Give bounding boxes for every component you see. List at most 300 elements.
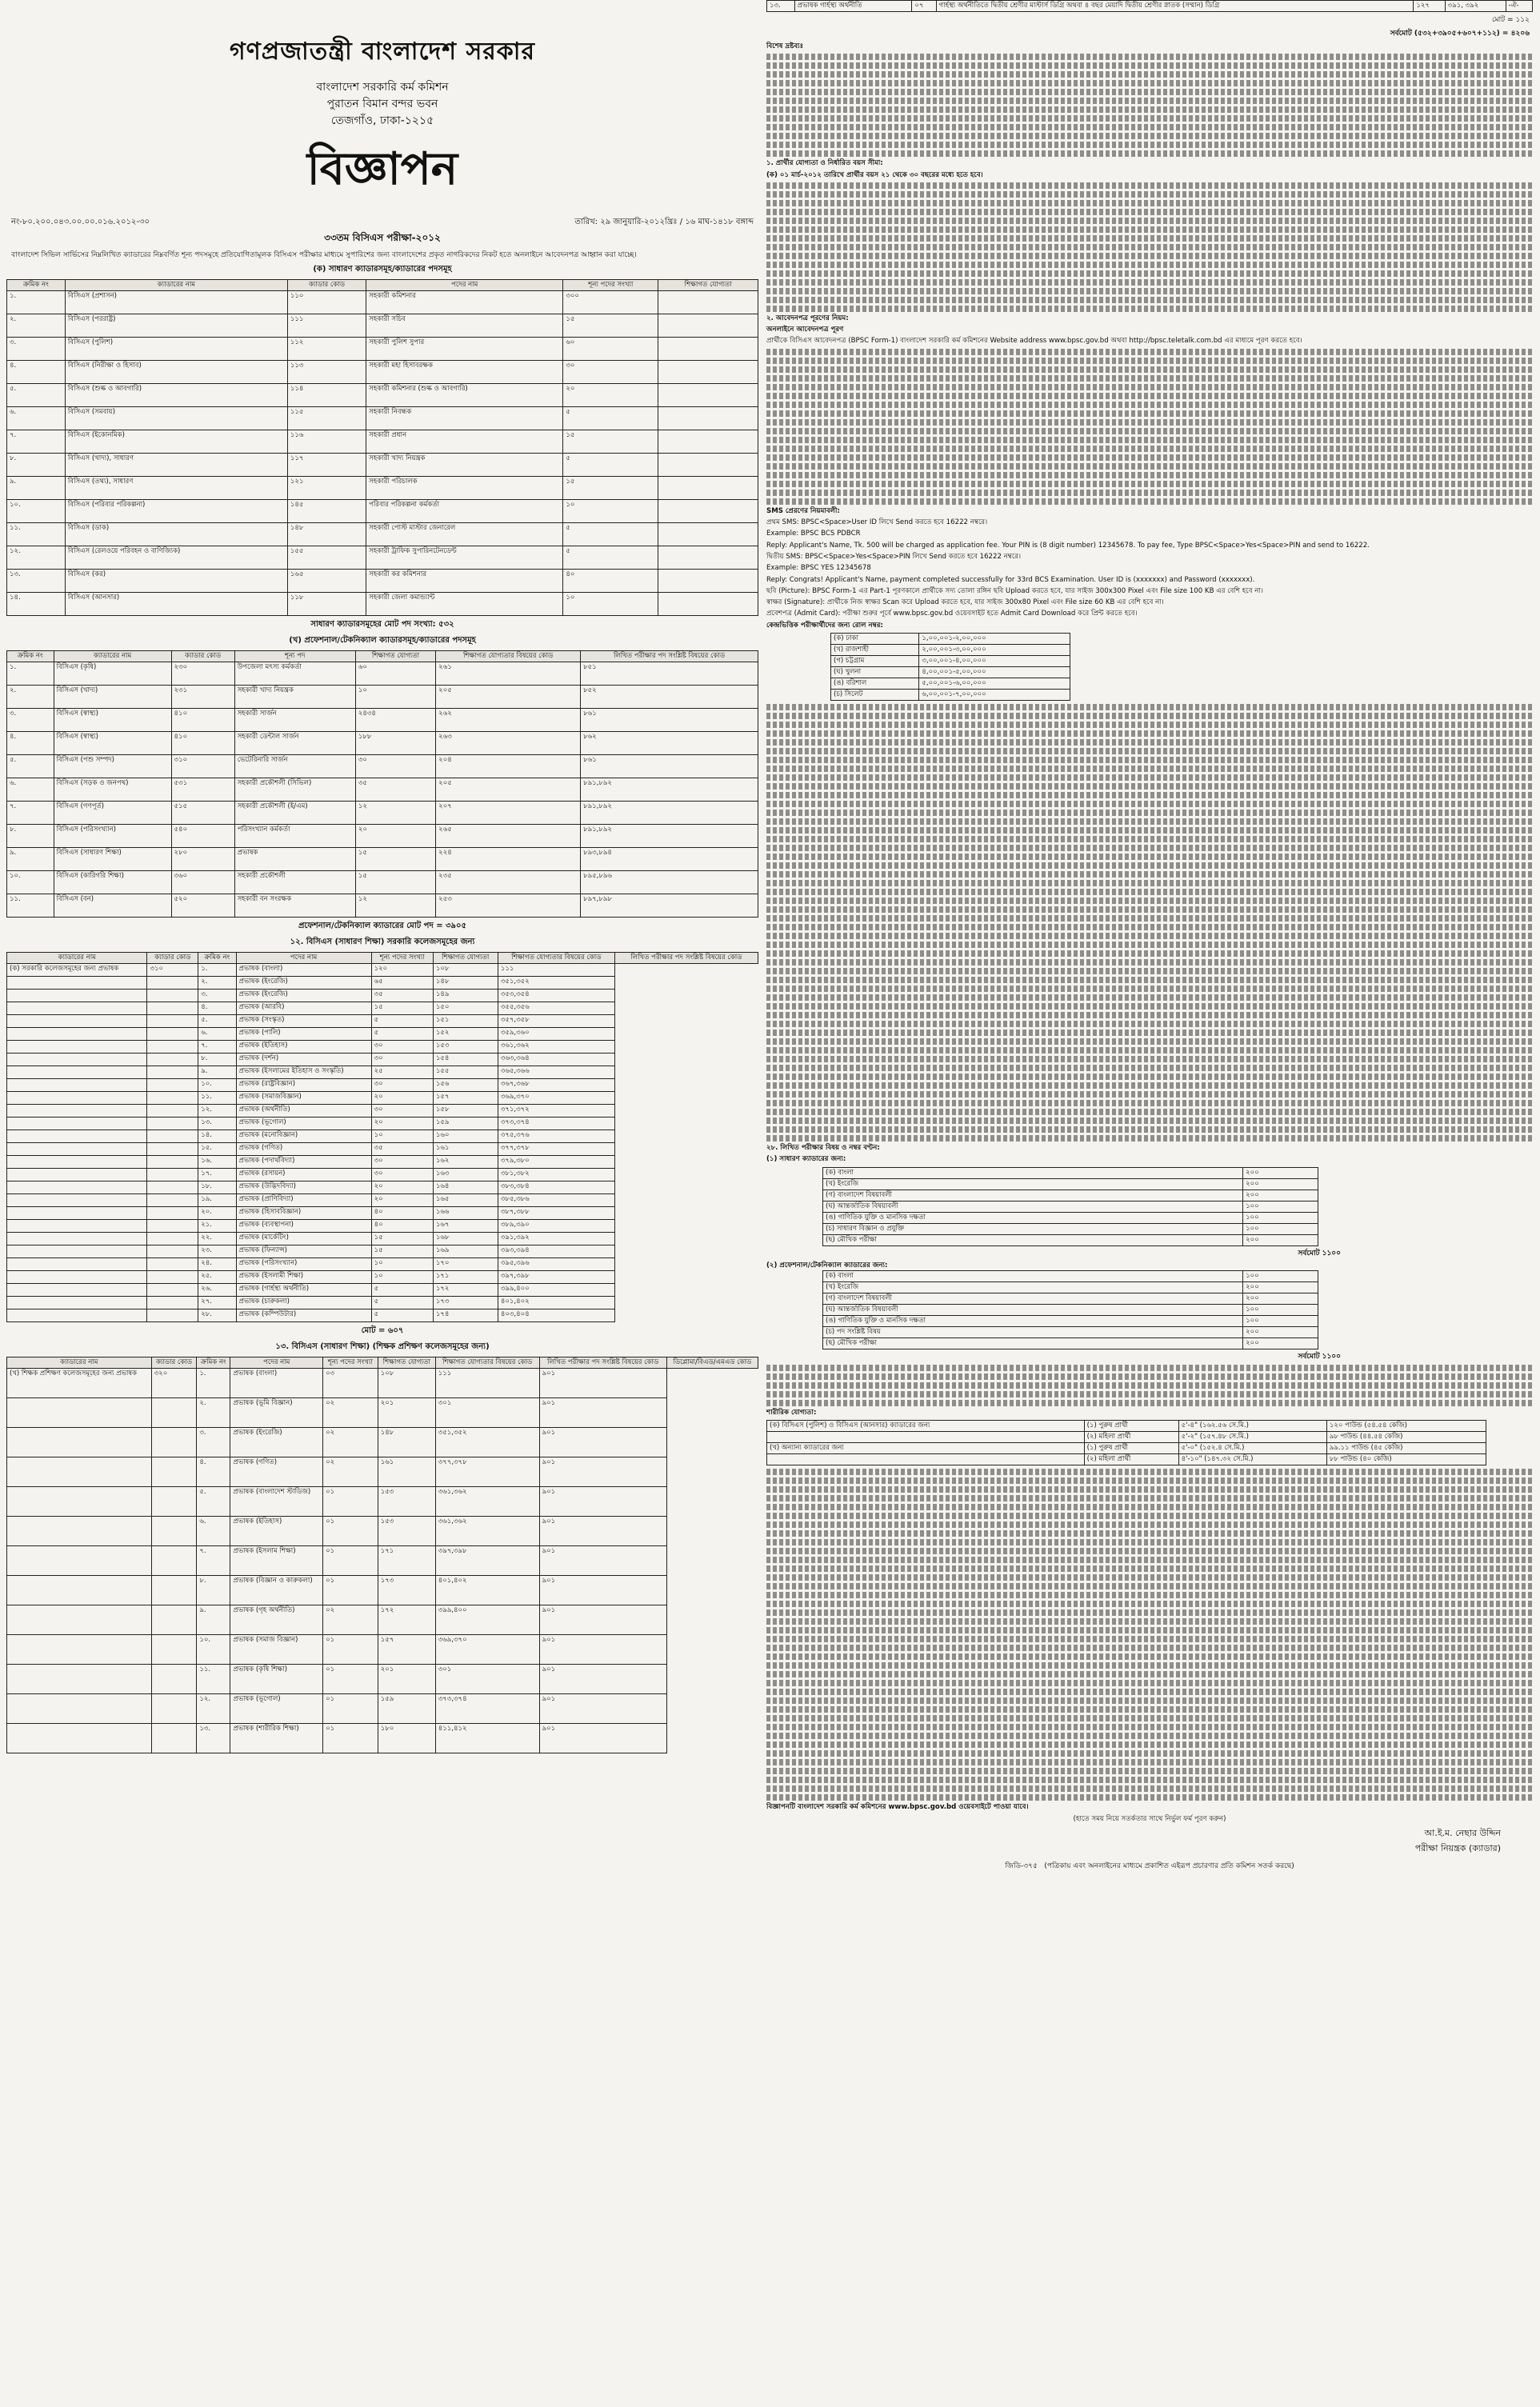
table-cell <box>7 1143 147 1156</box>
table-cell: (গ) চট্টগ্রাম <box>831 656 919 667</box>
exam-title: ৩৩তম বিসিএস পরীক্ষা-২০১২ <box>324 232 441 243</box>
table-cell: (ক) বাংলা <box>823 1167 1243 1178</box>
table-cell: বিসিএস (পরিসংখ্যান) <box>54 825 171 848</box>
table-cell: ২৩. <box>198 1245 236 1258</box>
table-cell <box>7 1546 152 1576</box>
centers-table <box>830 633 1070 701</box>
table-cell <box>151 1665 197 1694</box>
table-row <box>831 645 1070 656</box>
table-cell: প্রভাষক (বাংলাদেশ স্টাডিজ) <box>230 1487 323 1517</box>
table-row <box>7 1028 758 1041</box>
table-cell: প্রভাষক (অর্থনীতি) <box>236 1105 371 1118</box>
text-lines <box>766 704 1533 1142</box>
table-cell: ১৫ <box>371 1245 433 1258</box>
column-header: শূন্য পদের সংখ্যা <box>323 1357 378 1369</box>
table-row <box>7 977 758 990</box>
table-cell: ৮৮ পাউন্ড (৪০ কেজি) <box>1326 1454 1486 1465</box>
table-row <box>7 1092 758 1105</box>
table-cell: (চ) সিলেট <box>831 690 919 701</box>
table-cell <box>151 1694 197 1724</box>
table-cell: ৩৯৯,৪০০ <box>435 1605 539 1635</box>
table-cell <box>147 1130 198 1143</box>
table-cell: প্রভাষক (পদার্থবিদ্যা) <box>236 1156 371 1169</box>
table-cell: ৮৯১,৮৯২ <box>581 802 758 825</box>
table-cell <box>7 1694 152 1724</box>
table-cell: ১০ <box>355 686 435 709</box>
table-cell: ১২. <box>198 1105 236 1118</box>
table-cell: ৩. <box>7 709 54 732</box>
table-cell <box>658 500 758 523</box>
table-cell: ২০০ <box>1243 1178 1318 1190</box>
table-cell <box>7 1118 147 1130</box>
table-cell: ৪১১,৪১২ <box>435 1724 539 1753</box>
table-cell: ৩৫ <box>355 778 435 802</box>
table-cell: বিসিএস (রেলওয়ে পরিবহন ও বাণিজ্যিক) <box>65 546 287 570</box>
table-cell: বিসিএস (গণপূর্ত) <box>54 802 171 825</box>
table-cell <box>7 1271 147 1284</box>
table-cell: ১৪৮ <box>378 1428 435 1457</box>
table-cell: ৫ <box>563 523 658 546</box>
table-cell <box>147 1182 198 1194</box>
table-cell: ৪. <box>197 1457 230 1487</box>
left-column <box>6 0 758 1753</box>
commission-address <box>6 79 758 130</box>
table-cell: ১৬১ <box>378 1457 435 1487</box>
table-cell: ২. <box>198 977 236 990</box>
table-row <box>7 1002 758 1015</box>
table-cell <box>658 477 758 500</box>
table-cell: ১,০০,০০১-২,০০,০০০ <box>919 634 1070 645</box>
table-cell: ১০ <box>563 500 658 523</box>
section-c-title: ১২. বিসিএস (সাধারণ শিক্ষা) সরকারি কলেজসমূহের জন্য <box>290 938 475 946</box>
table-cell: ৩৯৭,৩৯৮ <box>498 1271 614 1284</box>
table-cell: ১০. <box>197 1635 230 1665</box>
table-cell: ৫ <box>563 407 658 430</box>
table-cell: ৯০১ <box>539 1369 666 1398</box>
section-d-table <box>6 1357 758 1753</box>
table-row <box>7 778 758 802</box>
column-header: ক্রমিক নং <box>7 280 66 291</box>
table-cell: প্রভাষক (গার্হস্থ্য অর্থনীতি) <box>236 1284 371 1297</box>
table-cell: ১২৭ <box>1414 1 1445 12</box>
table-cell <box>7 1605 152 1635</box>
centers-heading: কেন্দ্রভিত্তিক পরীক্ষার্থীদের জন্য রোল নম্বর: <box>766 621 883 630</box>
table-cell: বিসিএস (স্বাস্থ্য) <box>54 709 171 732</box>
table-cell: ২০৫ <box>436 686 581 709</box>
signature-line: স্বাক্ষর (Signature): প্রার্থীকে নিজ স্বাক্ষর Scan করে Upload করতে হবে, যার সাইজ 300x80 Pixel এবং File size 60 KB এর বেশি হবে না। <box>766 598 1164 607</box>
table-cell <box>7 1041 147 1054</box>
table-cell: ১০০ <box>1243 1270 1318 1281</box>
building-name: পুরাতন বিমান বন্দর ভবন <box>326 98 438 110</box>
table-cell: ৯০১ <box>539 1457 666 1487</box>
table-row <box>823 1304 1318 1315</box>
table-cell <box>151 1635 197 1665</box>
table-cell: ৮৯৫,৮৯৬ <box>581 871 758 894</box>
table-cell: সহকারী নিবন্ধক <box>366 407 563 430</box>
table-cell: প্রভাষক (ইসলাম শিক্ষা) <box>230 1546 323 1576</box>
table-cell: ৩৭৭,৩৭৮ <box>498 1143 614 1156</box>
table-cell: ৫ <box>371 1015 433 1028</box>
table-cell: প্রভাষক (বিজ্ঞান ও কারুকলা) <box>230 1576 323 1605</box>
table-cell: ০১ <box>323 1635 378 1665</box>
table-cell: (খ) ইংরেজি <box>823 1178 1243 1190</box>
column-header: শূন্য পদ <box>234 651 355 662</box>
column-header: লিখিত পরীক্ষার পদ সংশ্লিষ্ট বিষয়ের কোড <box>539 1357 666 1369</box>
table-cell: ৬৫ <box>371 977 433 990</box>
table-cell: ১৮. <box>198 1182 236 1194</box>
table-cell: ৩৯৩,৩৯৪ <box>498 1245 614 1258</box>
table-cell: প্রভাষক (ইসলামের ইতিহাস ও সংস্কৃতি) <box>236 1066 371 1079</box>
table-cell: (খ) ইংরেজি <box>823 1281 1243 1293</box>
table-row <box>7 1220 758 1233</box>
table-cell: ২১. <box>198 1220 236 1233</box>
table-row <box>7 1143 758 1156</box>
table-cell: ৩০ <box>371 1105 433 1118</box>
table-row <box>823 1178 1318 1190</box>
table-cell: ০১ <box>323 1724 378 1753</box>
table-cell: প্রভাষক (গণিত) <box>230 1457 323 1487</box>
table-row <box>7 314 758 338</box>
table-cell: ৫'-০" (১৫২.৪ সে.মি.) <box>1178 1443 1326 1454</box>
conditions-block <box>766 42 1533 630</box>
table-cell: ১৬৩ <box>433 1169 498 1182</box>
table-cell: ০২ <box>323 1398 378 1428</box>
table-cell: ৩০১ <box>435 1665 539 1694</box>
table-cell: (ক) ঢাকা <box>831 634 919 645</box>
table-row <box>7 848 758 871</box>
table-cell: ১০ <box>371 1271 433 1284</box>
footer-note: (পত্রিকায় এবং অনলাইনের মাধ্যমে প্রকাশিত এইরূপ প্রচারণার প্রতি কমিশন সতর্ক করছে) <box>1044 1861 1294 1870</box>
table-cell: ১৩. <box>198 1118 236 1130</box>
table-cell <box>151 1546 197 1576</box>
table-cell: ০২ <box>323 1428 378 1457</box>
table-cell: ১৫৩ <box>378 1517 435 1546</box>
table-cell: ৩. <box>7 338 66 361</box>
table-cell <box>147 1169 198 1182</box>
table-cell <box>7 1665 152 1694</box>
page-title: বিজ্ঞাপন <box>306 143 458 195</box>
table-cell: (ঙ) গাণিতিক যুক্তি ও মানসিক দক্ষতা <box>823 1315 1243 1326</box>
table-cell: ২৩৫ <box>436 871 581 894</box>
table-cell: ১৫৯ <box>433 1118 498 1130</box>
table-cell: ৩৫৫,৩৫৬ <box>498 1002 614 1015</box>
table-cell: ৮৯১,৮৯২ <box>581 778 758 802</box>
table-cell <box>7 1015 147 1028</box>
table-cell: ৩. <box>197 1428 230 1457</box>
table-cell <box>151 1457 197 1487</box>
table-cell <box>147 1220 198 1233</box>
table-cell: ৫ <box>563 454 658 477</box>
table-cell: ৯০১ <box>539 1546 666 1576</box>
table-cell <box>7 1284 147 1297</box>
table-row <box>823 1270 1318 1281</box>
column-header: ক্যাডার কোড <box>151 1357 197 1369</box>
table-cell: (চ) সাধারণ বিজ্ঞান ও প্রযুক্তি <box>823 1223 1243 1234</box>
table-cell: ২৮. <box>198 1309 236 1322</box>
table-cell: (১) পুরুষ প্রার্থী <box>1084 1421 1178 1432</box>
table-cell: ১৫ <box>355 848 435 871</box>
table-row <box>767 1432 1486 1443</box>
table-cell: প্রভাষক (হিসাববিজ্ঞান) <box>236 1207 371 1220</box>
table-cell: ১৫০ <box>433 1002 498 1015</box>
table-cell: প্রভাষক (আরবি) <box>236 1002 371 1015</box>
table-row <box>7 1724 758 1753</box>
table-cell: ৪. <box>7 732 54 755</box>
table-cell: পরিবার পরিকল্পনা কর্মকর্তা <box>366 500 563 523</box>
admit-line: প্রবেশপত্র (Admit Card): পরীক্ষা শুরুর পূর্বে www.bpsc.gov.bd ওয়েবসাইট হতে Admit Card Download করে প্রিন্ট করতে হবে। <box>766 610 1138 618</box>
table-cell: প্রভাষক (মনোবিজ্ঞান) <box>236 1130 371 1143</box>
commission-name: বাংলাদেশ সরকারি কর্ম কমিশন <box>316 81 449 94</box>
table-cell: ২৩০ <box>171 662 234 686</box>
table-row <box>7 430 758 454</box>
table-cell: ৫. <box>7 384 66 407</box>
table-cell: ৮. <box>198 1054 236 1066</box>
table-cell: ৯০১ <box>539 1517 666 1546</box>
table-cell: বিসিএস (বন) <box>54 894 171 918</box>
text-lines <box>766 1469 1533 1801</box>
table-cell: প্রভাষক (ইংরেজি) <box>230 1428 323 1457</box>
table-cell: ২০ <box>355 825 435 848</box>
prof-marks-total: সর্বমোট ১১০০ <box>1298 1352 1341 1361</box>
table-cell: ৩৮৭,৩৮৮ <box>498 1207 614 1220</box>
table-row <box>7 1066 758 1079</box>
table-cell: ৩৬১,৩৬২ <box>435 1517 539 1546</box>
table-row <box>831 678 1070 690</box>
table-row <box>7 523 758 546</box>
table-cell <box>147 1245 198 1258</box>
table-cell: সহকারী সচিব <box>366 314 563 338</box>
table-cell <box>7 977 147 990</box>
table-cell: ৩০ <box>371 1079 433 1092</box>
table-cell: বিসিএস (সড়ক ও জনপথ) <box>54 778 171 802</box>
table-cell: ০১ <box>323 1517 378 1546</box>
table-cell: প্রভাষক (ভূগোল) <box>236 1118 371 1130</box>
table-row <box>7 1130 758 1143</box>
online-heading: অনলাইনে আবেদনপত্র পূরণ <box>766 326 844 334</box>
table-cell: প্রভাষক (উদ্ভিদবিদ্যা) <box>236 1182 371 1194</box>
table-cell: ৬. <box>197 1517 230 1546</box>
table-cell: ৪,০০,০০১-৫,০০,০০০ <box>919 667 1070 678</box>
table-cell: ৫৪০ <box>171 825 234 848</box>
table-row <box>7 546 758 570</box>
table-cell <box>658 338 758 361</box>
table-row <box>7 1694 758 1724</box>
table-cell: ৮৬১ <box>581 709 758 732</box>
column-header: লিখিত পরীক্ষার পদ সংশ্লিষ্ট বিষয়ের কোড <box>581 651 758 662</box>
column-header: শিক্ষাগত যোগ্যতার বিষয়ের কোড <box>498 953 614 964</box>
table-cell: ২০ <box>371 1092 433 1105</box>
table-cell: সহকারী ট্রাফিক সুপারিনটেনডেন্ট <box>366 546 563 570</box>
table-row <box>823 1281 1318 1293</box>
table-cell <box>147 1054 198 1066</box>
section-b-title: (খ) প্রফেশনাল/টেকনিক্যাল ক্যাডারসমূহ/ক্যাডারের পদসমূহ <box>289 636 476 645</box>
table-cell: সহকারী কমিশনার (শুল্ক ও আবগারি) <box>366 384 563 407</box>
table-row <box>767 1 1533 12</box>
table-row <box>7 384 758 407</box>
table-cell: ২৫ <box>371 1066 433 1079</box>
column-header: ক্রমিক নং <box>7 651 54 662</box>
intro-text: বাংলাদেশ সিভিল সার্ভিসের নিম্নলিখিত ক্যাডারের নিম্নবর্ণিত শূন্য পদসমূহে প্রতিযোগিতামূলক বিসিএস পরীক্ষার মাধ্যমে সুপারিশের জন্য বাংলাদেশের প্রকৃত নাগরিকদের নিকট হতে অনলাইনে আবেদনপত্র আহ্বান করা যাচ্ছে। <box>11 251 637 259</box>
reference-line <box>11 216 754 230</box>
table-cell: ৯. <box>197 1605 230 1635</box>
table-cell: ৪'-১০" (১৪৭.৩২ সে.মি.) <box>1178 1454 1326 1465</box>
column-header: পদের নাম <box>236 953 371 964</box>
table-cell: ৪০১,৪০২ <box>435 1576 539 1605</box>
table-cell: ৫'-৪" (১৬২.৫৬ সে.মি.) <box>1178 1421 1326 1432</box>
table-cell <box>7 1297 147 1309</box>
table-cell: প্রভাষক (বাংলা) <box>236 964 371 977</box>
table-cell: ১৫৮ <box>433 1105 498 1118</box>
table-cell: ১৭২ <box>378 1605 435 1635</box>
table-cell: উপজেলা মৎস্য কর্মকর্তা <box>234 662 355 686</box>
table-cell: প্রভাষক (গণিত) <box>236 1143 371 1156</box>
table-row <box>7 894 758 918</box>
table-cell: ৩৯১, ৩৯২ <box>1445 1 1506 12</box>
table-cell: বিসিএস (পুলিশ) <box>65 338 287 361</box>
table-cell: ১৬. <box>198 1156 236 1169</box>
table-cell: সহকারী বন সংরক্ষক <box>234 894 355 918</box>
column-header: ক্যাডারের নাম <box>54 651 171 662</box>
table-cell <box>658 454 758 477</box>
table-cell: বিসিএস (পশু সম্পদ) <box>54 755 171 778</box>
table-cell: ১৭৩ <box>378 1576 435 1605</box>
table-cell <box>147 990 198 1002</box>
table-cell <box>7 1130 147 1143</box>
ref-number: নং-৮০.২০০.০৪৩.০০.০০.০১৬.২০১২-৩০ <box>11 218 150 226</box>
table-cell <box>7 1002 147 1015</box>
table-cell: ২০০ <box>1243 1190 1318 1201</box>
table-cell: ১৪. <box>7 593 66 616</box>
table-cell <box>147 1092 198 1105</box>
sms-heading: SMS প্রেরণের নিয়মাবলী: <box>766 506 840 515</box>
table-cell: ৩৬৩,৩৬৪ <box>498 1054 614 1066</box>
table-cell: ভেটেরিনারি সার্জন <box>234 755 355 778</box>
table-row <box>7 755 758 778</box>
table-cell <box>7 1054 147 1066</box>
table-cell: ৭. <box>7 802 54 825</box>
column-header: শিক্ষাগত যোগ্যতা <box>378 1357 435 1369</box>
table-cell <box>147 1041 198 1054</box>
table-cell: সহকারী প্রকৌশলী (ই/এম) <box>234 802 355 825</box>
table-cell: ২০০ <box>1243 1281 1318 1293</box>
table-cell: ২৫. <box>198 1271 236 1284</box>
table-cell: ১৫১ <box>433 1015 498 1028</box>
table-cell <box>147 977 198 990</box>
table-cell: ৩৫৭,৩৫৮ <box>498 1015 614 1028</box>
table-row <box>7 1182 758 1194</box>
table-cell: ১৬৮ <box>433 1233 498 1245</box>
table-cell: ৩০১ <box>435 1398 539 1428</box>
rules-block <box>766 704 1533 1165</box>
table-cell: ১২. <box>7 546 66 570</box>
signature-block <box>766 1826 1501 1857</box>
closing-block <box>766 1469 1533 1824</box>
table-row <box>7 1546 758 1576</box>
table-cell: ৫. <box>198 1015 236 1028</box>
table-cell: সহকারী খাদ্য নিয়ন্ত্রক <box>366 454 563 477</box>
table-cell: প্রভাষক (দর্শন) <box>236 1054 371 1066</box>
table-cell <box>147 1233 198 1245</box>
table-cell: ১৬৯ <box>433 1245 498 1258</box>
table-cell: ৪০১,৪০২ <box>498 1297 614 1309</box>
table-cell <box>658 314 758 338</box>
table-cell: ১২০ <box>371 964 433 977</box>
table-cell: ২০ <box>563 384 658 407</box>
table-row <box>7 1105 758 1118</box>
table-cell: (খ) রাজশাহী <box>831 645 919 656</box>
table-cell: ২০৭ <box>436 802 581 825</box>
table-cell: ১০ <box>371 1130 433 1143</box>
table-cell: ১১৭ <box>287 454 366 477</box>
table-row <box>7 964 758 977</box>
table-cell: ৩৭৯,৩৮০ <box>498 1156 614 1169</box>
sms-line-2: দ্বিতীয় SMS: BPSC<Space>Yes<Space>PIN লিখে Send করতে হবে 16222 নম্বরে। <box>766 552 1022 561</box>
table-cell: ৭. <box>197 1546 230 1576</box>
table-cell: ৩৬৫,৩৬৬ <box>498 1066 614 1079</box>
table-cell <box>147 1066 198 1079</box>
table-cell: ১৫৫ <box>287 546 366 570</box>
table-cell <box>767 1432 1085 1443</box>
table-cell: ৪০ <box>563 570 658 593</box>
table-cell: প্রভাষক (পালি) <box>236 1028 371 1041</box>
table-cell: ৪০ <box>371 1207 433 1220</box>
table-cell: ৪১০ <box>171 709 234 732</box>
table-cell <box>147 1118 198 1130</box>
table-row <box>831 690 1070 701</box>
table-row <box>7 709 758 732</box>
table-cell: ৫৩১ <box>171 778 234 802</box>
table-cell: ৮. <box>197 1576 230 1605</box>
table-cell: ৩০ <box>563 361 658 384</box>
column-header: শিক্ষাগত যোগ্যতা <box>433 953 498 964</box>
table-cell <box>7 1487 152 1517</box>
general-marks-total: সর্বমোট ১১০০ <box>1298 1249 1341 1257</box>
table-cell: ৯০১ <box>539 1605 666 1635</box>
table-cell: ৩৫৯,৩৬০ <box>498 1028 614 1041</box>
table-cell: ১০. <box>198 1079 236 1092</box>
table-cell: ১০০ <box>1243 1315 1318 1326</box>
table-cell: ২০০ <box>1243 1167 1318 1178</box>
table-cell: ০২ <box>323 1605 378 1635</box>
table-row <box>7 1079 758 1092</box>
table-cell: ১৭১ <box>378 1546 435 1576</box>
table-row <box>7 1297 758 1309</box>
sms-example-1: Example: BPSC BCS PDBCR <box>766 530 861 538</box>
table-cell: ০১ <box>323 1487 378 1517</box>
table-cell: ৯০১ <box>539 1487 666 1517</box>
table-row <box>7 990 758 1002</box>
table-cell: ৯০১ <box>539 1635 666 1665</box>
table-cell: প্রভাষক (ইতিহাস) <box>236 1041 371 1054</box>
table-cell <box>147 1079 198 1092</box>
table-cell: ১৫৯ <box>378 1694 435 1724</box>
table-cell: ১৫. <box>198 1143 236 1156</box>
table-cell <box>7 1194 147 1207</box>
table-cell: ৫২০ <box>171 894 234 918</box>
table-cell: ৩১০ <box>171 755 234 778</box>
table-cell: বিসিএস (খাদ্য), সাধারণ <box>65 454 287 477</box>
table-cell <box>7 1079 147 1092</box>
table-cell: ৩২০ <box>151 1369 197 1398</box>
table-row <box>7 1015 758 1028</box>
table-cell <box>147 1297 198 1309</box>
table-cell: ১১. <box>197 1665 230 1694</box>
table-cell <box>7 1220 147 1233</box>
table-cell <box>147 1028 198 1041</box>
section-c-total: মোট = ৬০৭ <box>361 1326 404 1335</box>
table-cell <box>151 1576 197 1605</box>
table-cell: ১৪. <box>198 1130 236 1143</box>
